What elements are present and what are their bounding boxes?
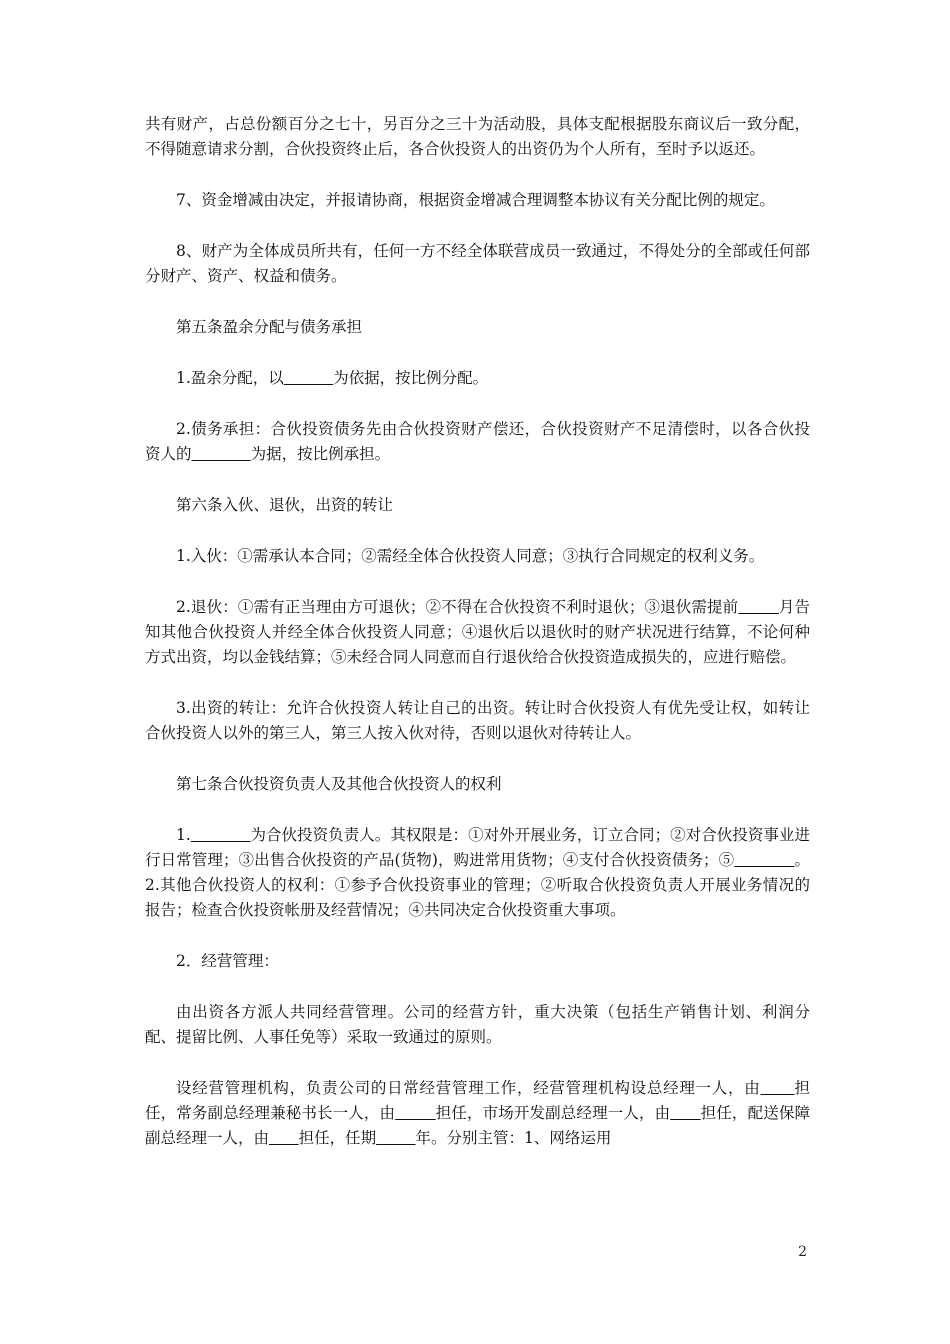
fill-in-blank [395,1104,436,1122]
fill-in-blank [734,851,794,869]
fill-in-blank [191,826,251,844]
fill-in-blank [761,1079,795,1097]
paragraph-shared-property: 共有财产，占总份额百分之七十，另百分之三十为活动股，具体支配根据股东商议后一致分配，不得随意请求分割，合伙投资终止后，各合伙投资人的出资仍为个人所有，至时予以返还。 [145,115,810,158]
document-body [145,112,810,1177]
fill-in-blank [376,1129,415,1147]
paragraph-joint-management: 由出资各方派人共同经营管理。公司的经营方针，重大决策（包括生产销售计划、利润分配、提留比例、人事任免等）采取一致通过的原则。 [145,1003,810,1046]
paragraph-joining: 1.入伙：①需承认本合同；②需经全体合伙投资人同意；③执行合同规定的权利义务。 [176,547,765,565]
paragraph-debt-bearing: 2.债务承担：合伙投资债务先由合伙投资财产偿还，合伙投资财产不足清偿时，以各合伙投资人的 为据，按比例承担。 [145,420,810,463]
paragraph-capital-change: 7、资金增减由决定，并报请协商，根据资金增减合理调整本协议有关分配比例的规定。 [176,191,775,209]
fill-in-blank [192,445,251,463]
heading-article-7: 第七条合伙投资负责人及其他合伙投资人的权利 [176,775,502,793]
page-number: 2 [798,1244,807,1260]
fill-in-blank [284,369,333,387]
heading-operations-management: 2．经营管理： [176,952,279,970]
paragraph-profit-distribution: 1.盈余分配，以 为依据，按比例分配。 [176,369,489,387]
paragraph-capital-transfer: 3.出资的转让：允许合伙投资人转让自己的出资。转让时合伙投资人有优先受让权，如转让合伙投资人以外的第三人，第三人按入伙对待，否则以退伙对待转让人。 [145,699,810,742]
paragraph-management-structure: 设经营管理机构，负责公司的日常经营管理工作，经营管理机构设总经理一人，由 担任，常务副总经理兼秘书长一人，由 担任，市场开发副总经理一人，由 担任，配送保障副总经理一人，由 担任，任期 年。分别主管：1、网络运用 [145,1079,810,1147]
fill-in-blank [738,598,779,616]
paragraph-withdrawal: 2.退伙：①需有正当理由方可退伙；②不得在合伙投资不利时退伙；③退伙需提前 月告知其他合伙投资人并经全体合伙投资人同意；④退伙后以退伙时的财产状况进行结算，不论何种方式出资，均以金钱结算；⑤未经合同人同意而自行退伙给合伙投资造成损失的，应进行赔偿。 [145,598,810,666]
fill-in-blank [269,1129,299,1147]
heading-article-5: 第五条盈余分配与债务承担 [176,318,363,336]
paragraph-property-ownership: 8、财产为全体成员所共有，任何一方不经全体联营成员一致通过，不得处分的全部或任何部分财产、资产、权益和债务。 [145,242,810,285]
fill-in-blank [670,1104,700,1122]
heading-article-6: 第六条入伙、退伙，出资的转让 [176,496,394,514]
paragraph-manager-rights: 1. 为合伙投资负责人。其权限是：①对外开展业务，订立合同；②对合伙投资事业进行日常管理；③出售合伙投资的产品(货物)，购进常用货物；④支付合伙投资债务；⑤ 。2.其他合伙投资人的权利：①参予合伙投资事业的管理；②听取合伙投资负责人开展业务情况的报告；检查合伙投资帐册及经营情况；④共同决定合伙投资重大事项。 [145,826,810,919]
